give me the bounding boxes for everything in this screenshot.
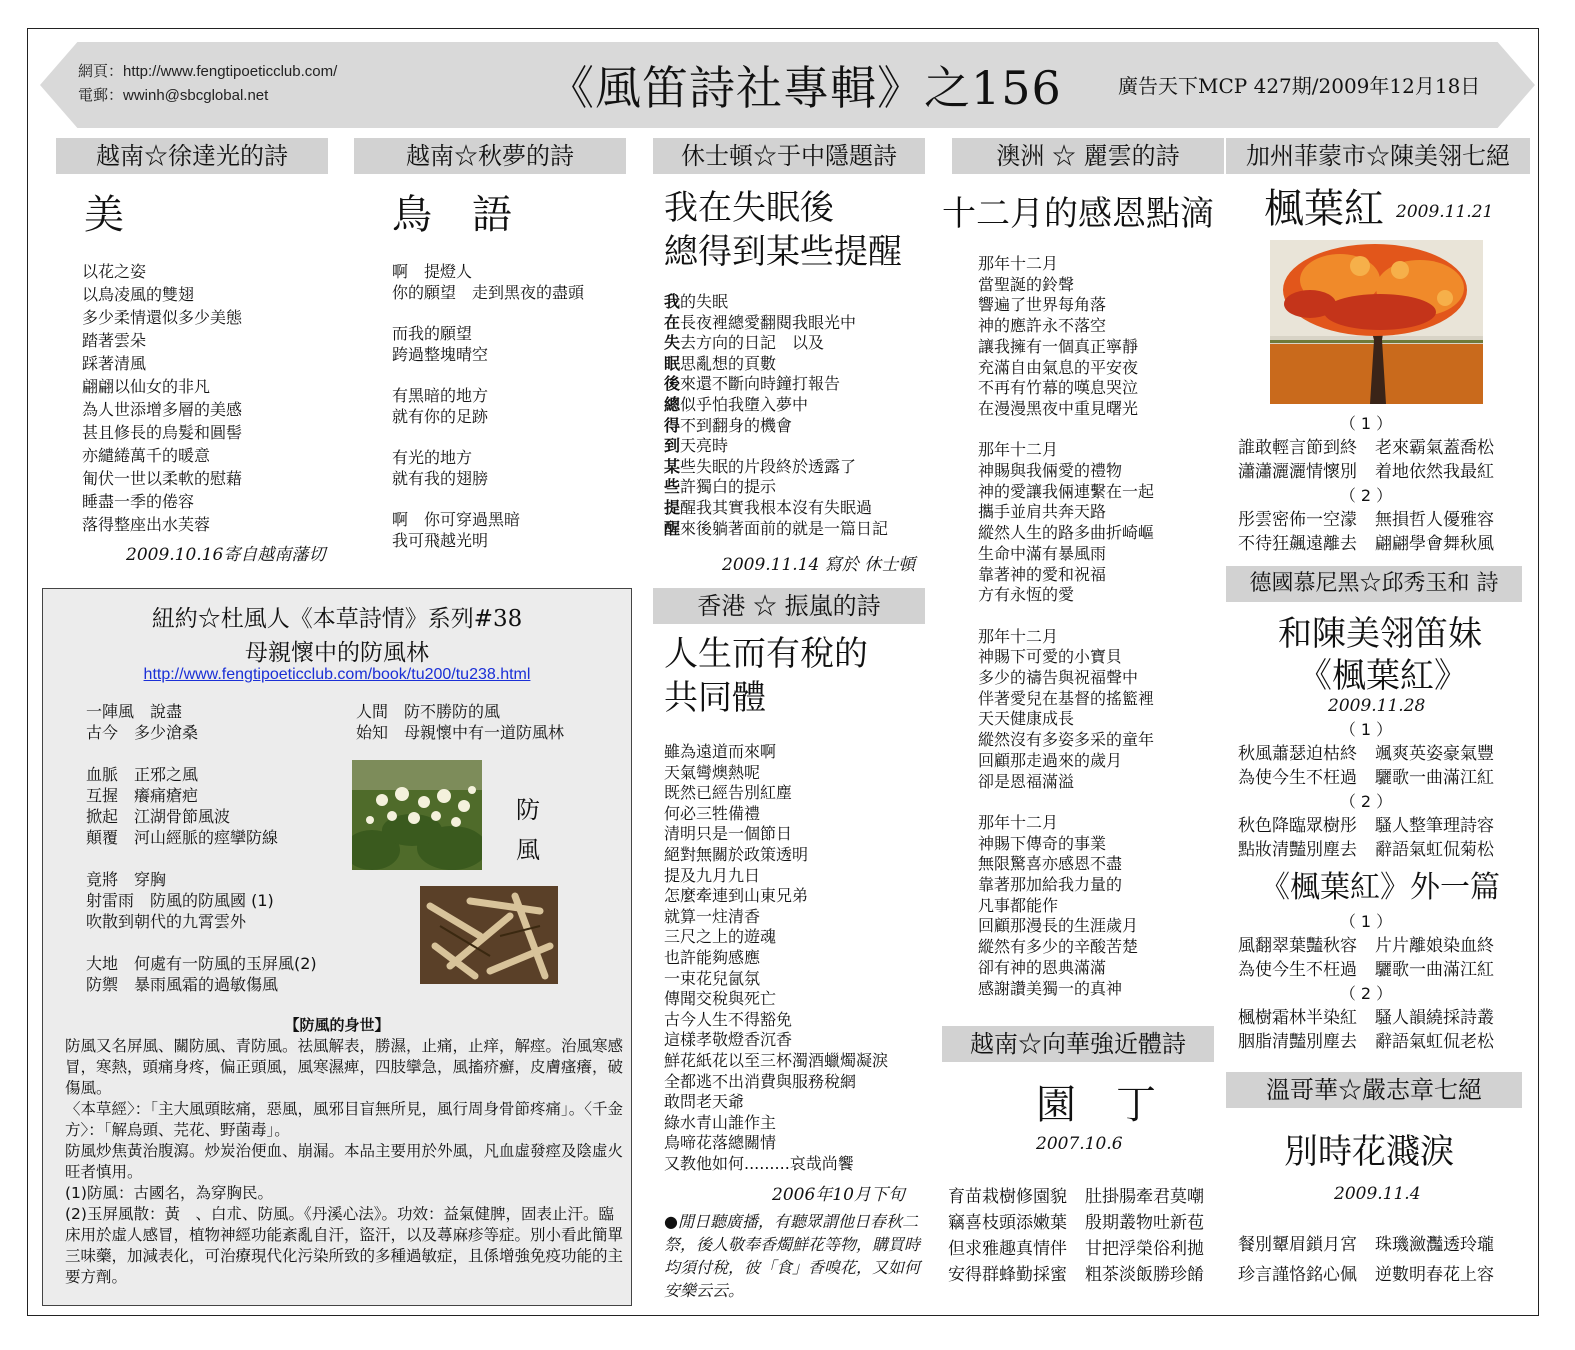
poem-line: 卻是恩福滿溢 <box>978 771 1075 791</box>
verse-line: 為使今生不枉過 <box>1238 768 1357 788</box>
poem-title-insomnia-2: 總得到某些提醒 <box>664 232 902 272</box>
poem-body-tax <box>664 742 888 1174</box>
poem-line: 鮮花紙花以至三杯濁酒蠟燭凝淚 <box>664 1050 889 1070</box>
section-header-yanzhizhang: 溫哥華☆嚴志章七絕 <box>1226 1072 1522 1108</box>
poem-line: 踏著雲朵 <box>82 331 147 350</box>
poem-line <box>664 457 888 478</box>
poem-body-reply-extra <box>1238 910 1494 1054</box>
poem-line: 方有永恆的愛 <box>978 585 1075 605</box>
poem-line: 生命中滿有暴風雨 <box>978 543 1107 563</box>
herb-box-title: 紐約☆杜風人《本草詩情》系列#38 <box>151 606 523 632</box>
website-label: 網頁：http://www.fengtipoeticclub.com/ <box>78 63 338 80</box>
acrostic-char: 醒 <box>664 518 681 538</box>
herb-prose <box>65 1036 623 1288</box>
poem-line: 以花之姿 <box>82 262 147 281</box>
herb-poem-left <box>86 701 317 995</box>
herb-label-1: 防 <box>516 796 540 824</box>
stanza-number: （ 2 ） <box>1339 984 1393 1003</box>
verse-line: 老來霸氣蓋喬松 <box>1375 438 1494 458</box>
poem-line: 感謝讚美獨一的真神 <box>978 978 1123 998</box>
poem-line: 甚且修長的烏髮和圓髻 <box>82 423 243 442</box>
poem-line: 靠著神的愛和祝福 <box>978 564 1107 584</box>
poem-line <box>664 333 888 354</box>
prose-paragraph: 防風又名屏風、關防風、青防風。祛風解表，勝濕，止痛，止痒，解痙。治風寒感冒，寒熱，頭痛身疼，偏正頭風，風寒濕痺，四肢攣急，風搐疥癬，皮膚瘙癢，破傷風。 <box>65 1037 624 1097</box>
verse-line: 驪歌一曲滿江紅 <box>1375 960 1494 980</box>
poem-line: 攜手並肩共奔天路 <box>978 502 1107 522</box>
poem-line: 回顧那走過來的歲月 <box>978 750 1123 770</box>
poem-line: 啊 你可穿過黑暗 <box>392 510 521 530</box>
poem-line: 亦繾綣萬千的暖意 <box>82 446 211 465</box>
verse-couplet <box>1238 508 1494 532</box>
poem-line: 縱然沒有多姿多采的童年 <box>978 730 1155 750</box>
poem-line: 不再有竹幕的嘆息哭泣 <box>978 378 1139 398</box>
acrostic-rest: 來後躺著面前的就是一篇日記 <box>680 518 889 538</box>
maple-tree-photo <box>1270 240 1483 404</box>
poem-line <box>664 395 888 416</box>
poem-line: 這樣孝敬燈香沉香 <box>664 1030 793 1050</box>
verse-line: 但求雅趣真情伴 <box>948 1239 1067 1259</box>
verse-couplet <box>1238 958 1494 982</box>
poem-line: 傳聞交稅與死亡 <box>664 989 777 1009</box>
poem-line: 睡盡一季的倦容 <box>82 492 195 511</box>
acrostic-char: 後 <box>664 374 681 394</box>
verse-line: 點妝清豔別塵去 <box>1238 840 1357 860</box>
section-header-chenmeiling: 加州菲蒙市☆陳美翎七絕 <box>1226 138 1530 174</box>
verse-line: 彤雲密佈一空濛 <box>1238 510 1357 530</box>
acrostic-char: 在 <box>664 312 681 332</box>
verse-line: 安得群蜂勤採蜜 <box>948 1265 1067 1285</box>
page-title: 《風笛詩社專輯》之156 <box>548 61 1062 115</box>
verse-line: 餐別顰眉鎖月宮 <box>1238 1235 1357 1255</box>
poem-line: 落得整座出水芙蓉 <box>82 515 211 534</box>
poem-title-insomnia-1: 我在失眠後 <box>664 188 834 228</box>
verse-couplet <box>948 1184 1204 1210</box>
poem-line <box>664 477 888 498</box>
verse-couplet <box>948 1262 1204 1288</box>
verse-line: 無損哲人優雅容 <box>1375 510 1494 530</box>
section-header-xianghuaqiang: 越南☆向華強近體詩 <box>942 1026 1214 1062</box>
poem-date-reply: 2009.11.28 <box>1328 696 1426 716</box>
acrostic-rest: 些失眠的片段終於透露了 <box>680 456 857 476</box>
verse-couplet <box>1238 742 1494 766</box>
poem-line: 多少的禱告與祝福聲中 <box>978 668 1139 688</box>
verse-line: 育苗栽樹修園貌 <box>948 1187 1067 1207</box>
poem-title-reply-2: 《楓葉紅》 <box>1298 656 1468 696</box>
prose-paragraph: (2)玉屏風散：黃 、白朮、防風。《丹溪心法》。功效：益氣健脾，固表止汗。臨床用於虛人感冒，植物神經功能紊亂自汗，盜汗，以及蕁麻疹等症。別小看此簡單三味藥，加減表化，可治療現代化污染所致的多種過敏症，且係增強免疫功能的主要方劑。 <box>65 1205 624 1286</box>
poem-line: 跨過整塊晴空 <box>392 344 489 364</box>
poem-title-december: 十二月的感恩點滴 <box>942 194 1214 234</box>
verse-line: 風翻翠葉豔秋容 <box>1238 936 1357 956</box>
stanza-number: （ 2 ） <box>1339 792 1393 811</box>
acrostic-rest: 許獨白的提示 <box>680 477 777 497</box>
poem-body-maple <box>1238 412 1494 556</box>
stanza-number: （ 2 ） <box>1339 486 1393 505</box>
poem-line <box>664 313 888 334</box>
stanza-number: （ 1 ） <box>1339 414 1393 433</box>
poem-line: 縱然有多少的辛酸苦楚 <box>978 937 1139 957</box>
poem-line: 古今人生不得豁免 <box>664 1009 793 1029</box>
poem-line: 顛覆 河山經脈的痙攣防線 <box>86 828 279 847</box>
verse-line: 辭語氣虹侃老松 <box>1375 1032 1494 1052</box>
poem-title-mei: 美 <box>84 192 124 238</box>
poem-line: 神的愛讓我倆連繫在一起 <box>978 481 1155 501</box>
poem-line: 神的應許永不落空 <box>978 316 1107 336</box>
poem-line: 回顧那漫長的生涯歲月 <box>978 916 1139 936</box>
stanza-number: （ 1 ） <box>1339 912 1393 931</box>
poem-line: 敢問老天爺 <box>664 1092 745 1112</box>
poem-line: 就有你的足跡 <box>392 406 489 426</box>
acrostic-rest: 來還不斷向時鐘打報告 <box>680 374 841 394</box>
poem-line: 踩著清風 <box>82 354 147 373</box>
poem-line: 始知 母親懷中有一道防風林 <box>356 723 565 742</box>
verse-couplet <box>1238 1230 1494 1260</box>
poem-line: 匍伏一世以柔軟的慰藉 <box>82 469 243 488</box>
poem-line: 翩翩以仙女的非凡 <box>82 377 211 396</box>
poem-line: 讓我擁有一個真正寧靜 <box>978 336 1139 356</box>
poem-line <box>664 292 888 313</box>
email-label: 電郵：wwinh@sbcglobal.net <box>78 87 269 104</box>
acrostic-char: 眠 <box>664 353 681 373</box>
poem-line: 就有我的翅膀 <box>392 468 489 488</box>
poem-line: 凡事都能作 <box>978 895 1059 915</box>
stanza-break <box>978 420 1154 441</box>
poem-line: 在漫漫黑夜中重見曙光 <box>978 398 1139 418</box>
poem-line: 天天健康成長 <box>978 709 1075 729</box>
verse-couplet <box>948 1210 1204 1236</box>
verse-line: 片片離娘染血終 <box>1375 936 1494 956</box>
poem-line: 射雷雨 防風的防風國 (1) <box>86 891 274 910</box>
acrostic-rest: 似乎怕我墮入夢中 <box>680 394 809 414</box>
poem-line <box>664 374 888 395</box>
verse-couplet <box>1238 1260 1494 1290</box>
verse-line: 誰敢輕言節到終 <box>1238 438 1357 458</box>
poem-title-tax-1: 人生而有稅的 <box>664 634 868 674</box>
poem-line: 伴著愛兒在基督的搖籃裡 <box>978 688 1155 708</box>
poem-line: 鳥啼花落總關情 <box>664 1133 777 1153</box>
poem-date-tax: 2006年10月下旬 <box>772 1185 905 1205</box>
verse-line: 秋色降臨眾樹彤 <box>1238 816 1357 836</box>
poem-title-reply-extra: 《楓葉紅》外一篇 <box>1260 870 1500 905</box>
poem-line: 綠水青山誰作主 <box>664 1112 777 1132</box>
poem-line: 為人世添增多層的美感 <box>82 400 243 419</box>
section-header-qiuxiuyu: 德國慕尼黑☆邱秀玉和 詩 <box>1226 566 1522 602</box>
acrostic-rest: 不到翻身的機會 <box>680 415 793 435</box>
poem-line: 何必三牲備禮 <box>664 803 761 823</box>
poem-body-mei <box>82 260 242 536</box>
verse-couplet <box>1238 460 1494 484</box>
verse-line: 肚掛腸牽君莫嘲 <box>1085 1187 1204 1207</box>
verse-line: 逆數明春花上容 <box>1375 1265 1494 1285</box>
stanza-break <box>86 848 317 869</box>
poem-line: 靠著那加給我力量的 <box>978 875 1123 895</box>
herb-flower-photo <box>352 760 482 870</box>
poem-line: 提及九月九日 <box>664 865 761 885</box>
poem-line: 充滿自由氣息的平安夜 <box>978 357 1139 377</box>
verse-line: 騷人整筆理詩容 <box>1375 816 1494 836</box>
poem-line: 那年十二月 <box>978 626 1059 646</box>
poem-line: 我可飛越光明 <box>392 531 489 551</box>
poem-date-insomnia: 2009.11.14 寫於 休士頓 <box>722 555 916 575</box>
verse-couplet <box>1238 436 1494 460</box>
poem-line: 全都逃不出消費與服務稅網 <box>664 1071 857 1091</box>
poem-line: 互握 癢痛瘡疤 <box>86 786 199 805</box>
poem-line <box>664 354 888 375</box>
poem-body-december <box>978 254 1154 999</box>
section-header-qiumeng: 越南☆秋夢的詩 <box>354 138 626 174</box>
acrostic-char: 到 <box>664 436 681 456</box>
poem-line: 有光的地方 <box>392 448 473 468</box>
poem-date-gardener: 2007.10.6 <box>1036 1134 1123 1154</box>
poem-line <box>664 498 888 519</box>
verse-couplet <box>948 1236 1204 1262</box>
acrostic-char: 提 <box>664 497 681 517</box>
verse-line: 騷人韻繞採詩叢 <box>1375 1008 1494 1028</box>
prose-paragraph: 防風炒焦黃治腹瀉。炒炭治便血、崩漏。本品主要用於外風，凡血虛發痙及陰虛火旺者慎用。 <box>65 1142 624 1181</box>
poem-title-farewell: 別時花濺淚 <box>1284 1132 1454 1172</box>
verse-line: 殷期叢物吐新苞 <box>1085 1213 1204 1233</box>
poem-line: 啊 提燈人 <box>392 262 473 281</box>
stanza-break <box>392 490 584 511</box>
poem-line: 那年十二月 <box>978 254 1059 273</box>
stanza-break <box>392 366 584 387</box>
prose-paragraph: 〈本草經〉：「主大風頭眩痛，惡風，風邪目盲無所見，風行周身骨節疼痛」。〈千金方〉：「解烏頭、芫花、野菌毒」。 <box>65 1100 624 1139</box>
verse-line: 甘把浮榮俗利拋 <box>1085 1239 1204 1259</box>
verse-line: 驪歌一曲滿江紅 <box>1375 768 1494 788</box>
stanza-break <box>86 932 317 953</box>
verse-couplet <box>1238 1030 1494 1054</box>
acrostic-char: 我 <box>664 292 681 311</box>
verse-line: 粗茶淡飯勝珍餚 <box>1085 1265 1204 1285</box>
poem-line: 無限驚喜亦感恩不盡 <box>978 854 1123 874</box>
herb-root-photo <box>420 886 558 984</box>
section-header-yu: 休士頓☆于中隱題詩 <box>653 138 925 174</box>
acrostic-rest: 去方向的日記 以及 <box>680 333 825 353</box>
poem-line: 卻有神的恩典滿滿 <box>978 957 1107 977</box>
poem-title-maple: 楓葉紅 <box>1264 186 1384 232</box>
herb-label-2: 風 <box>516 836 540 864</box>
verse-line: 胭脂清豔別塵去 <box>1238 1032 1357 1052</box>
poem-line: 一陣風 說盡 <box>86 702 183 721</box>
poem-line: 人間 防不勝防的風 <box>356 702 501 721</box>
verse-line: 着地依然我最紅 <box>1375 462 1494 482</box>
acrostic-char: 失 <box>664 333 681 353</box>
poem-date-mei: 2009.10.16寄自越南藩切 <box>126 545 326 565</box>
poem-line: 也許能夠感應 <box>664 947 761 967</box>
verse-couplet <box>1238 814 1494 838</box>
verse-couplet <box>1238 766 1494 790</box>
acrostic-rest: 的失眠 <box>680 292 729 311</box>
acrostic-rest: 長夜裡總愛翻閱我眼光中 <box>680 312 857 332</box>
poem-date-maple: 2009.11.21 <box>1396 202 1494 222</box>
poem-line: 那年十二月 <box>978 812 1059 832</box>
verse-line: 楓樹霜林半染紅 <box>1238 1008 1357 1028</box>
herb-poem-link[interactable]: http://www.fengtipoeticclub.com/book/tu200/tu238.html <box>143 666 531 683</box>
poem-line <box>664 436 888 457</box>
poem-title-tax-2: 共同體 <box>664 678 766 718</box>
stanza-break <box>86 743 317 764</box>
verse-couplet <box>1238 934 1494 958</box>
poem-line: 雖為遠道而來啊 <box>664 742 777 761</box>
poem-title-reply-1: 和陳美翎笛妹 <box>1278 614 1482 654</box>
poem-line: 多少柔情還似多少美態 <box>82 308 243 327</box>
section-header-xu: 越南☆徐達光的詩 <box>56 138 328 174</box>
section-header-zhenlan: 香港 ☆ 振嵐的詩 <box>653 588 925 624</box>
verse-line: 珍言謹恪銘心佩 <box>1238 1265 1357 1285</box>
verse-line: 為使今生不枉過 <box>1238 960 1357 980</box>
acrostic-char: 總 <box>664 394 681 414</box>
verse-line: 秋風蕭瑟迫枯終 <box>1238 744 1357 764</box>
verse-couplet <box>1238 1006 1494 1030</box>
poem-line: 掀起 江湖骨節風波 <box>86 807 231 826</box>
prose-paragraph: (1)防風：古國名，為穿胸民。 <box>65 1184 273 1202</box>
section-header-liyun: 澳洲 ☆ 麗雲的詩 <box>952 138 1224 174</box>
poem-line: 大地 何處有一防風的玉屏風(2) <box>86 954 317 973</box>
issue-label: 廣告天下MCP 427期/2009年12月18日 <box>1118 74 1481 98</box>
poem-line: 神賜下可愛的小寶貝 <box>978 647 1123 667</box>
poem-line: 古今 多少滄桑 <box>86 723 199 742</box>
poem-line: 怎麼牽連到山東兄弟 <box>664 886 809 906</box>
verse-line: 竊喜枝頭添嫩葉 <box>948 1213 1067 1233</box>
acrostic-rest: 醒我其實我根本沒有失眠過 <box>680 497 873 517</box>
poem-line: 防禦 暴雨風霜的過敏傷風 <box>86 975 279 994</box>
poem-line <box>664 519 888 540</box>
verse-line: 颯爽英姿豪氣豐 <box>1375 744 1494 764</box>
verse-line: 瀟瀟灑灑情懷別 <box>1238 462 1357 482</box>
poem-line: 以鳥凌風的雙翅 <box>82 285 195 304</box>
poem-line: 竟將 穿胸 <box>86 870 167 889</box>
poem-line: 又教他如何.........哀哉尚饗 <box>664 1153 854 1173</box>
poem-line: 神賜下傳奇的事業 <box>978 833 1107 853</box>
poem-line: 吹散到朝代的九霄雲外 <box>86 912 247 931</box>
poem-body-reply <box>1238 718 1494 862</box>
stanza-break <box>978 606 1154 627</box>
poem-line: 天氣彎燠熱呢 <box>664 762 761 782</box>
poem-line: 就算一炷清香 <box>664 906 761 926</box>
poem-body-farewell <box>1238 1230 1494 1290</box>
acrostic-char: 些 <box>664 477 681 497</box>
verse-line: 珠璣瀲灩透玲瓏 <box>1375 1235 1494 1255</box>
poem-body-niaoyu <box>392 262 584 552</box>
poem-title-niaoyu: 鳥 語 <box>392 192 512 238</box>
poem-line: 有黑暗的地方 <box>392 386 489 406</box>
poem-line: 絕對無關於政策透明 <box>664 844 809 864</box>
poem-line: 清明只是一個節日 <box>664 824 793 844</box>
verse-line: 翩翩學會舞秋風 <box>1375 534 1494 554</box>
verse-line: 不待狂飆遠離去 <box>1238 534 1357 554</box>
poem-body-insomnia <box>664 292 888 539</box>
poem-line: 縱然人生的路多曲折崎嶇 <box>978 523 1155 543</box>
stanza-break <box>392 428 584 449</box>
poem-line <box>664 416 888 437</box>
acrostic-char: 某 <box>664 456 681 476</box>
poem-line: 既然已經告別紅塵 <box>664 783 793 803</box>
poem-note-tax: ●閒日聽廣播，有聽眾謂他日春秋二祭，後人敬奉香燭鮮花等物，購買時均須付稅，彼「食」香嗅花，又如何安樂云云。 <box>664 1212 921 1300</box>
verse-line: 辭語氣虹侃菊松 <box>1375 840 1494 860</box>
stanza-break <box>392 303 584 324</box>
stanza-number: （ 1 ） <box>1339 720 1393 739</box>
poem-line: 那年十二月 <box>978 440 1059 460</box>
poem-line: 而我的願望 <box>392 324 473 344</box>
herb-poem-right <box>356 701 564 743</box>
verse-couplet <box>1238 838 1494 862</box>
verse-couplet <box>1238 532 1494 556</box>
poem-line: 神賜與我倆愛的禮物 <box>978 461 1123 481</box>
poem-date-farewell: 2009.11.4 <box>1334 1184 1421 1204</box>
poem-line: 你的願望 走到黑夜的盡頭 <box>392 282 585 302</box>
herb-box-subtitle: 母親懷中的防風林 <box>245 640 429 666</box>
herb-prose-title: 【防風的身世】 <box>284 1016 390 1034</box>
acrostic-rest: 思亂想的頁數 <box>680 353 777 373</box>
poem-line: 血脈 正邪之風 <box>86 765 199 784</box>
acrostic-rest: 天亮時 <box>680 436 729 456</box>
poem-body-gardener <box>948 1184 1204 1288</box>
poem-line: 當聖誕的鈴聲 <box>978 274 1075 294</box>
stanza-break <box>978 792 1154 813</box>
acrostic-char: 得 <box>664 415 681 435</box>
poem-line: 響遍了世界每角落 <box>978 295 1107 315</box>
poem-line: 三尺之上的遊魂 <box>664 927 777 947</box>
poem-title-gardener: 園 丁 <box>1036 1082 1156 1128</box>
poem-line: 一束花兒氤氛 <box>664 968 761 988</box>
